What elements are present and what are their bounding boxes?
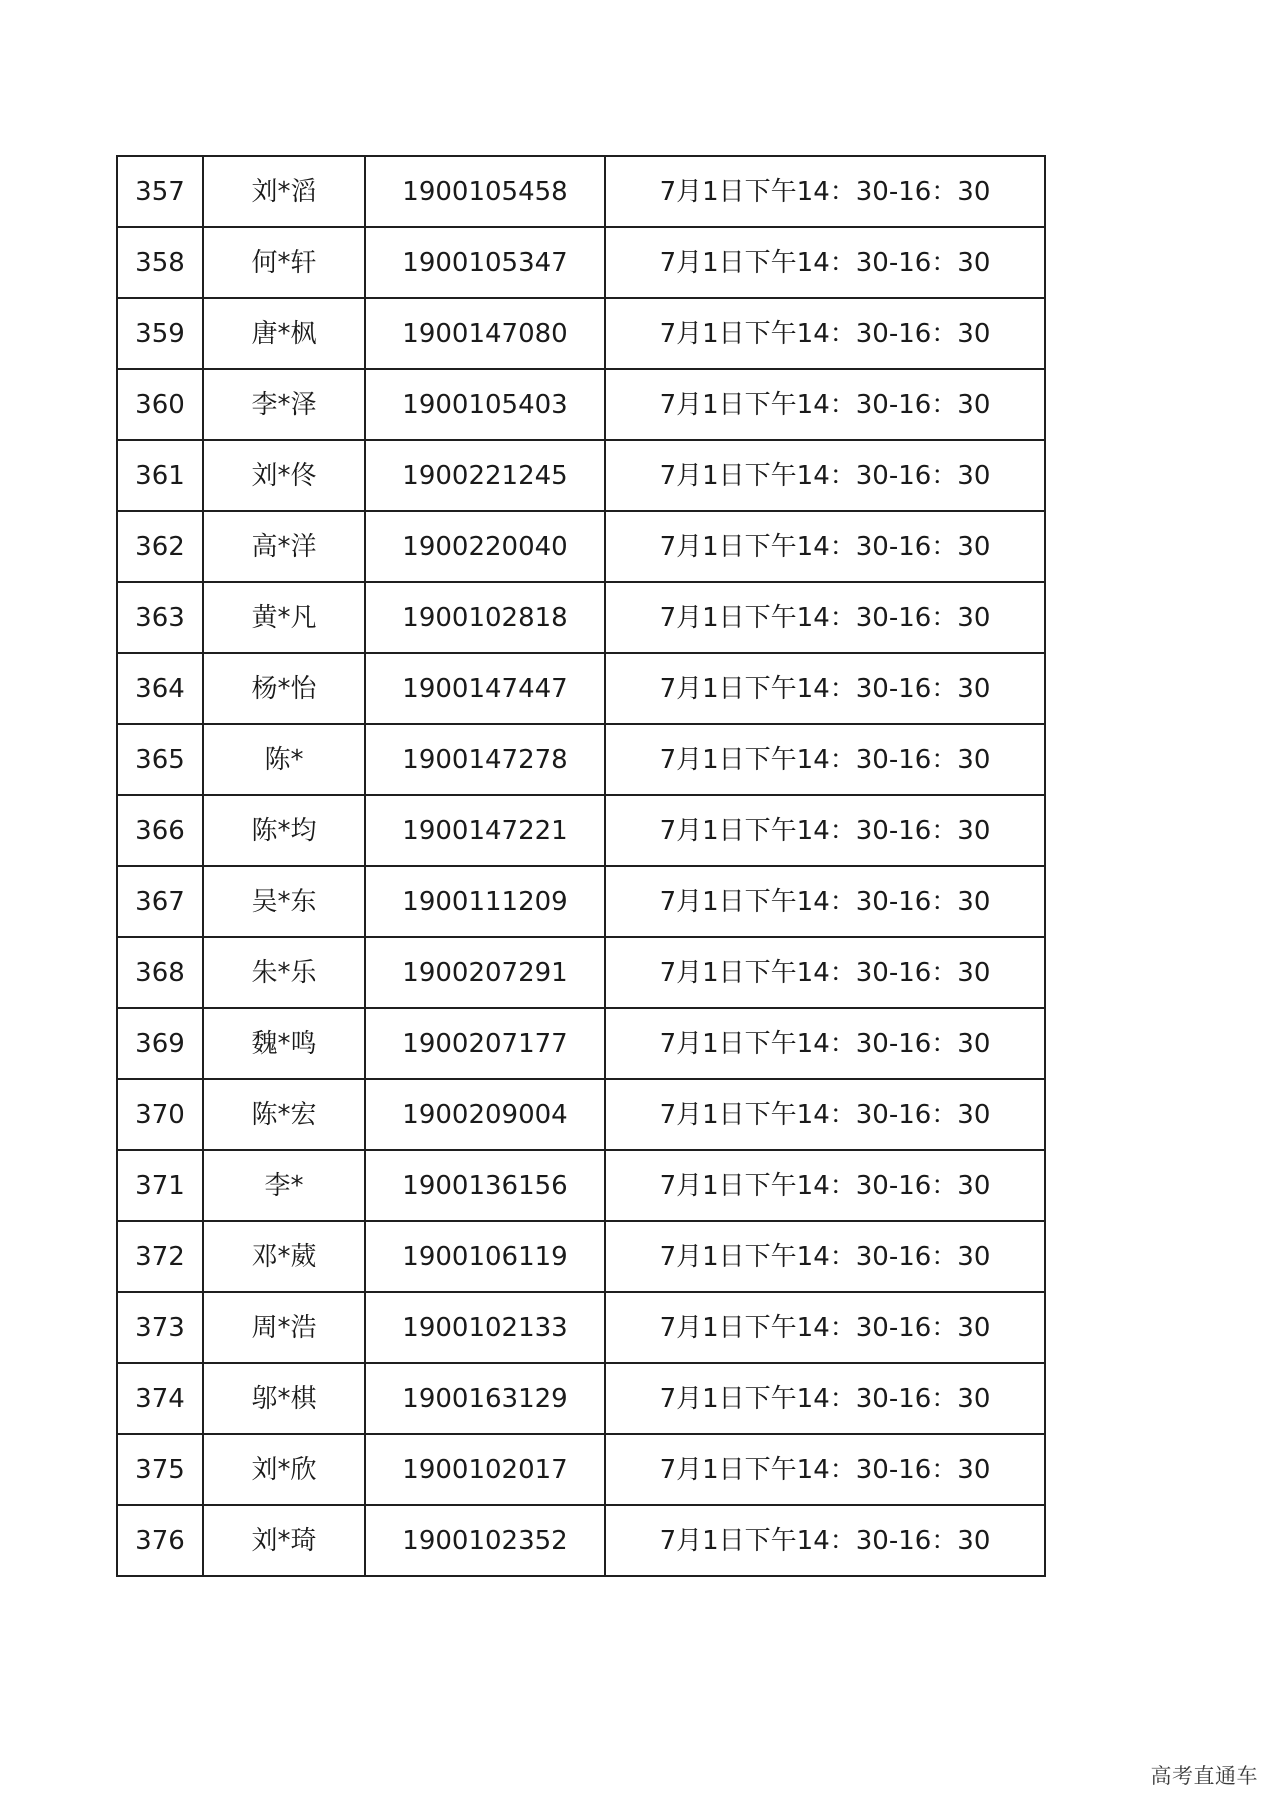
cell-id: 1900136156 [365, 1150, 605, 1221]
cell-number: 366 [117, 795, 203, 866]
cell-name: 刘*滔 [203, 156, 365, 227]
table-row [117, 1008, 1045, 1079]
cell-id: 1900102818 [365, 582, 605, 653]
table-row [117, 156, 1045, 227]
cell-time: 7月1日下午14：30-16：30 [605, 227, 1045, 298]
cell-time: 7月1日下午14：30-16：30 [605, 937, 1045, 1008]
watermark: 高考直通车 [1150, 1764, 1258, 1788]
table-row [117, 866, 1045, 937]
table-row [117, 1505, 1045, 1576]
roster-table [116, 155, 1046, 1577]
cell-name: 陈*宏 [203, 1079, 365, 1150]
cell-id: 1900105458 [365, 156, 605, 227]
cell-number: 357 [117, 156, 203, 227]
cell-number: 360 [117, 369, 203, 440]
table-row [117, 1221, 1045, 1292]
cell-time: 7月1日下午14：30-16：30 [605, 866, 1045, 937]
cell-id: 1900106119 [365, 1221, 605, 1292]
cell-id: 1900209004 [365, 1079, 605, 1150]
table-row [117, 1292, 1045, 1363]
cell-name: 陈* [203, 724, 365, 795]
cell-name: 李* [203, 1150, 365, 1221]
cell-time: 7月1日下午14：30-16：30 [605, 724, 1045, 795]
cell-number: 369 [117, 1008, 203, 1079]
cell-name: 朱*乐 [203, 937, 365, 1008]
cell-time: 7月1日下午14：30-16：30 [605, 1150, 1045, 1221]
cell-name: 高*洋 [203, 511, 365, 582]
table-row [117, 724, 1045, 795]
cell-name: 刘*琦 [203, 1505, 365, 1576]
cell-id: 1900105403 [365, 369, 605, 440]
cell-id: 1900147080 [365, 298, 605, 369]
cell-number: 371 [117, 1150, 203, 1221]
cell-number: 364 [117, 653, 203, 724]
cell-number: 368 [117, 937, 203, 1008]
cell-number: 367 [117, 866, 203, 937]
cell-time: 7月1日下午14：30-16：30 [605, 298, 1045, 369]
cell-id: 1900147278 [365, 724, 605, 795]
cell-id: 1900207177 [365, 1008, 605, 1079]
cell-number: 372 [117, 1221, 203, 1292]
cell-id: 1900111209 [365, 866, 605, 937]
cell-time: 7月1日下午14：30-16：30 [605, 582, 1045, 653]
cell-time: 7月1日下午14：30-16：30 [605, 1292, 1045, 1363]
cell-name: 邓*葳 [203, 1221, 365, 1292]
cell-id: 1900207291 [365, 937, 605, 1008]
cell-name: 陈*均 [203, 795, 365, 866]
cell-number: 375 [117, 1434, 203, 1505]
table-row [117, 298, 1045, 369]
table-row [117, 227, 1045, 298]
roster-table-body [117, 156, 1045, 1576]
cell-time: 7月1日下午14：30-16：30 [605, 1008, 1045, 1079]
cell-time: 7月1日下午14：30-16：30 [605, 156, 1045, 227]
table-row [117, 369, 1045, 440]
cell-id: 1900147447 [365, 653, 605, 724]
table-row [117, 440, 1045, 511]
cell-id: 1900102352 [365, 1505, 605, 1576]
cell-name: 杨*怡 [203, 653, 365, 724]
table-row [117, 511, 1045, 582]
cell-number: 362 [117, 511, 203, 582]
cell-number: 359 [117, 298, 203, 369]
cell-name: 邬*棋 [203, 1363, 365, 1434]
cell-name: 李*泽 [203, 369, 365, 440]
table-row [117, 653, 1045, 724]
cell-time: 7月1日下午14：30-16：30 [605, 1079, 1045, 1150]
cell-id: 1900105347 [365, 227, 605, 298]
table-row [117, 1079, 1045, 1150]
cell-time: 7月1日下午14：30-16：30 [605, 795, 1045, 866]
cell-name: 唐*枫 [203, 298, 365, 369]
cell-number: 376 [117, 1505, 203, 1576]
cell-name: 周*浩 [203, 1292, 365, 1363]
table-row [117, 795, 1045, 866]
cell-id: 1900102017 [365, 1434, 605, 1505]
cell-name: 何*轩 [203, 227, 365, 298]
cell-time: 7月1日下午14：30-16：30 [605, 653, 1045, 724]
cell-time: 7月1日下午14：30-16：30 [605, 511, 1045, 582]
cell-id: 1900163129 [365, 1363, 605, 1434]
table-row [117, 1363, 1045, 1434]
cell-name: 魏*鸣 [203, 1008, 365, 1079]
cell-number: 374 [117, 1363, 203, 1434]
cell-number: 363 [117, 582, 203, 653]
cell-name: 刘*佟 [203, 440, 365, 511]
cell-name: 刘*欣 [203, 1434, 365, 1505]
cell-time: 7月1日下午14：30-16：30 [605, 1505, 1045, 1576]
cell-id: 1900220040 [365, 511, 605, 582]
cell-name: 吴*东 [203, 866, 365, 937]
cell-id: 1900147221 [365, 795, 605, 866]
table-row [117, 582, 1045, 653]
cell-number: 373 [117, 1292, 203, 1363]
cell-number: 358 [117, 227, 203, 298]
cell-time: 7月1日下午14：30-16：30 [605, 1221, 1045, 1292]
cell-id: 1900221245 [365, 440, 605, 511]
cell-time: 7月1日下午14：30-16：30 [605, 440, 1045, 511]
table-row [117, 1150, 1045, 1221]
cell-number: 361 [117, 440, 203, 511]
cell-id: 1900102133 [365, 1292, 605, 1363]
cell-time: 7月1日下午14：30-16：30 [605, 1363, 1045, 1434]
cell-number: 370 [117, 1079, 203, 1150]
cell-number: 365 [117, 724, 203, 795]
cell-time: 7月1日下午14：30-16：30 [605, 1434, 1045, 1505]
cell-name: 黄*凡 [203, 582, 365, 653]
table-row [117, 937, 1045, 1008]
cell-time: 7月1日下午14：30-16：30 [605, 369, 1045, 440]
table-row [117, 1434, 1045, 1505]
